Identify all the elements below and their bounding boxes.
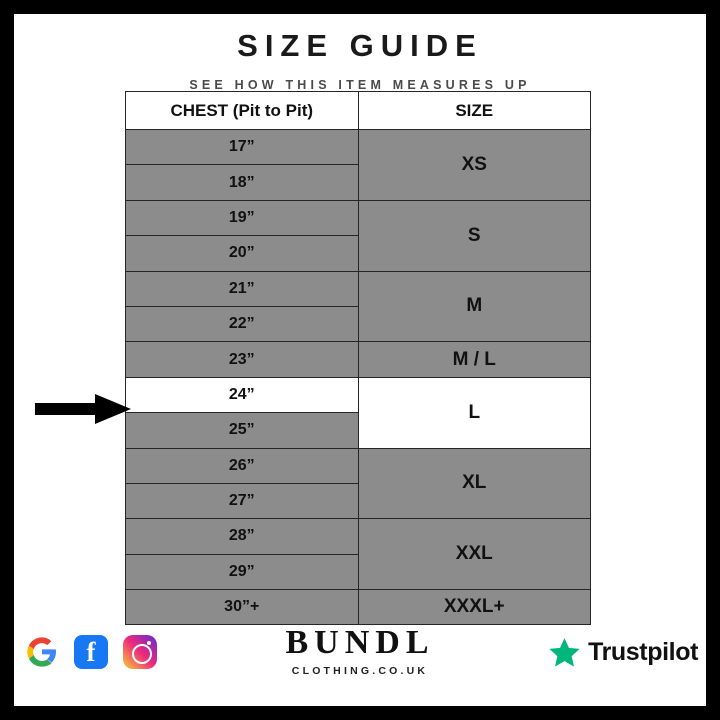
- chest-cell: 27”: [126, 483, 359, 518]
- page-title: SIZE GUIDE: [237, 28, 483, 63]
- chest-cell: 28”: [126, 519, 359, 554]
- table-header-row: [126, 92, 591, 130]
- size-cell: XXL: [358, 519, 591, 590]
- brand-website: CLOTHING.CO.UK: [291, 665, 429, 677]
- size-cell: S: [358, 200, 591, 271]
- table-row: [126, 200, 591, 235]
- table-row: [126, 519, 591, 554]
- header-size: SIZE: [358, 92, 591, 130]
- size-table-container: [125, 91, 591, 625]
- selection-arrow-icon: [35, 392, 131, 426]
- trustpilot-label: Trustpilot: [588, 638, 698, 666]
- size-cell: XL: [358, 448, 591, 519]
- chest-cell: 21”: [126, 271, 359, 306]
- chest-cell: 25”: [126, 413, 359, 448]
- chest-cell: 19”: [126, 200, 359, 235]
- size-cell-selected: L: [358, 377, 591, 448]
- size-cell: M / L: [358, 342, 591, 377]
- footer: [14, 618, 706, 692]
- size-guide-sheet: [14, 14, 706, 706]
- chest-cell: 30”+: [126, 590, 359, 625]
- table-row: [126, 342, 591, 377]
- chest-cell: 22”: [126, 306, 359, 341]
- table-row: [126, 130, 591, 165]
- table-row: [126, 448, 591, 483]
- size-table: [125, 91, 591, 625]
- table-row-selected: [126, 377, 591, 412]
- page-subtitle: SEE HOW THIS ITEM MEASURES UP: [189, 78, 531, 92]
- table-row: [126, 271, 591, 306]
- header-chest: CHEST (Pit to Pit): [126, 92, 359, 130]
- chest-cell: 23”: [126, 342, 359, 377]
- brand-name: BUNDL: [285, 624, 435, 661]
- facebook-glyph: f: [74, 635, 108, 669]
- trustpilot-badge[interactable]: [548, 636, 698, 669]
- chest-cell: 29”: [126, 554, 359, 589]
- size-cell: XS: [358, 130, 591, 201]
- chest-cell: 26”: [126, 448, 359, 483]
- chest-cell: 18”: [126, 165, 359, 200]
- chest-cell: 20”: [126, 236, 359, 271]
- chest-cell-selected: 24”: [126, 377, 359, 412]
- size-cell: M: [358, 271, 591, 342]
- size-cell: XXXL+: [358, 590, 591, 625]
- trustpilot-star-icon: [548, 636, 581, 669]
- chest-cell: 17”: [126, 130, 359, 165]
